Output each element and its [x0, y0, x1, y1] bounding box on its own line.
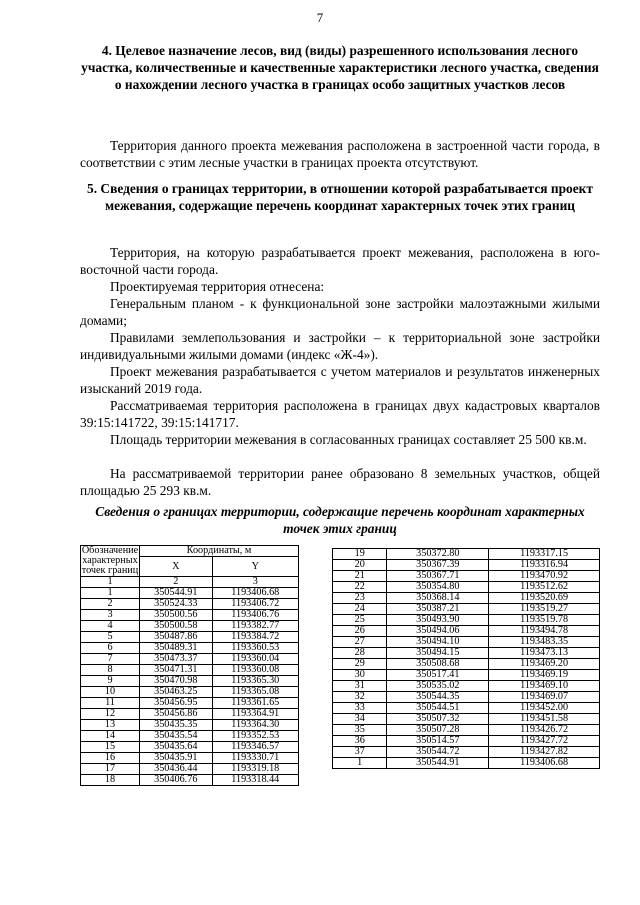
table-row: [81, 742, 299, 753]
table-row: [333, 549, 600, 560]
point-number: 25: [333, 615, 387, 626]
point-number: 2: [81, 599, 140, 610]
column-number-3: 3: [212, 577, 298, 588]
y-coordinate: 1193469.20: [489, 659, 600, 670]
point-number: 29: [333, 659, 387, 670]
y-coordinate: 1193519.27: [489, 604, 600, 615]
table-row: [333, 659, 600, 670]
table-row: [333, 615, 600, 626]
x-coordinate: 350494.06: [387, 626, 489, 637]
table-row: [81, 764, 299, 775]
table-row: [333, 571, 600, 582]
x-coordinate: 350544.91: [387, 758, 489, 769]
x-coordinate: 350500.58: [139, 621, 212, 632]
table-row: [333, 604, 600, 615]
point-number: 15: [81, 742, 140, 753]
x-coordinate: 350494.10: [387, 637, 489, 648]
x-coordinate: 350487.86: [139, 632, 212, 643]
table-row: [333, 626, 600, 637]
point-number: 23: [333, 593, 387, 604]
table-row: [81, 720, 299, 731]
point-number: 26: [333, 626, 387, 637]
x-coordinate: 350544.72: [387, 747, 489, 758]
point-number: 7: [81, 654, 140, 665]
x-coordinate: 350387.21: [387, 604, 489, 615]
point-number: 17: [81, 764, 140, 775]
point-number: 10: [81, 687, 140, 698]
x-coordinate: 350406.76: [139, 775, 212, 786]
y-coordinate: 1193469.07: [489, 692, 600, 703]
x-coordinate: 350489.31: [139, 643, 212, 654]
y-coordinate: 1193364.30: [212, 720, 298, 731]
table-row: [81, 698, 299, 709]
point-number: 8: [81, 665, 140, 676]
table-row: [333, 725, 600, 736]
paragraph-land-plots: На рассматриваемой территории ранее образовано 8 земельных участков, общей площадью 25 293 кв.м.: [80, 466, 600, 498]
paragraph-assigned: Проектируемая территория отнесена:: [110, 279, 325, 294]
x-coordinate: 350367.39: [387, 560, 489, 571]
point-number: 28: [333, 648, 387, 659]
x-coordinate: 350470.98: [139, 676, 212, 687]
point-number: 32: [333, 692, 387, 703]
table-row: [333, 670, 600, 681]
x-coordinate: 350435.64: [139, 742, 212, 753]
table-row: [81, 687, 299, 698]
y-coordinate: 1193360.04: [212, 654, 298, 665]
point-number: 24: [333, 604, 387, 615]
section-4-text: Территория данного проекта межевания расположена в застроенной части города, в соответствии с этим лесные участки в границах проекта отсутствуют.: [80, 138, 600, 170]
y-coordinate: 1193360.53: [212, 643, 298, 654]
table-row: [333, 736, 600, 747]
y-coordinate: 1193382.77: [212, 621, 298, 632]
x-coordinate: 350524.33: [139, 599, 212, 610]
table-row: [81, 621, 299, 632]
y-coordinate: 1193384.72: [212, 632, 298, 643]
y-coordinate: 1193319.18: [212, 764, 298, 775]
table-row: [333, 703, 600, 714]
y-coordinate: 1193346.57: [212, 742, 298, 753]
y-coordinate: 1193470.92: [489, 571, 600, 582]
y-coordinate: 1193494.78: [489, 626, 600, 637]
point-number: 18: [81, 775, 140, 786]
y-coordinate: 1193469.19: [489, 670, 600, 681]
header-x: X: [139, 557, 212, 577]
point-number: 22: [333, 582, 387, 593]
table-row: [333, 747, 600, 758]
point-number: 30: [333, 670, 387, 681]
table-row: [333, 758, 600, 769]
x-coordinate: 350354.80: [387, 582, 489, 593]
y-coordinate: 1193406.68: [212, 588, 298, 599]
x-coordinate: 350435.35: [139, 720, 212, 731]
table-row: [81, 643, 299, 654]
table-row: [333, 593, 600, 604]
table-row: [81, 599, 299, 610]
table-row: [81, 654, 299, 665]
x-coordinate: 350507.32: [387, 714, 489, 725]
y-coordinate: 1193406.72: [212, 599, 298, 610]
point-number: 13: [81, 720, 140, 731]
x-coordinate: 350435.54: [139, 731, 212, 742]
point-number: 9: [81, 676, 140, 687]
x-coordinate: 350494.15: [387, 648, 489, 659]
paragraph-surveys: Проект межевания разрабатывается с учетом материалов и результатов инженерных изысканий 2019 года.: [80, 364, 600, 396]
y-coordinate: 1193316.94: [489, 560, 600, 571]
y-coordinate: 1193469.10: [489, 681, 600, 692]
x-coordinate: 350367.71: [387, 571, 489, 582]
x-coordinate: 350544.91: [139, 588, 212, 599]
table-row: [81, 632, 299, 643]
y-coordinate: 1193512.62: [489, 582, 600, 593]
y-coordinate: 1193317.15: [489, 549, 600, 560]
point-number: 33: [333, 703, 387, 714]
y-coordinate: 1193451.58: [489, 714, 600, 725]
x-coordinate: 350456.86: [139, 709, 212, 720]
header-point-designation: Обозначение характерных точек границ: [81, 545, 139, 576]
table-row: [333, 637, 600, 648]
section-5-heading: 5. Сведения о границах территории, в отношении которой разрабатывается проект межевания, содержащие перечень координат характерных точек этих границ: [87, 181, 593, 213]
y-coordinate: 1193452.00: [489, 703, 600, 714]
point-number: 21: [333, 571, 387, 582]
section-4-heading: 4. Целевое назначение лесов, вид (виды) разрешенного использования лесного участка, количественные и качественные характеристики лесного участка, сведения о нахождении лесного участка в границах особо защитных участков лесов: [81, 43, 599, 92]
table-row: [333, 648, 600, 659]
column-number-2: 2: [139, 577, 212, 588]
y-coordinate: 1193360.08: [212, 665, 298, 676]
y-coordinate: 1193426.72: [489, 725, 600, 736]
x-coordinate: 350473.37: [139, 654, 212, 665]
y-coordinate: 1193427.82: [489, 747, 600, 758]
point-number: 34: [333, 714, 387, 725]
point-number: 31: [333, 681, 387, 692]
y-coordinate: 1193520.69: [489, 593, 600, 604]
paragraph-cadastral: Рассматриваемая территория расположена в границах двух кадастровых кварталов 39:15:141722, 39:15:141717.: [80, 398, 600, 430]
x-coordinate: 350507.28: [387, 725, 489, 736]
paragraph-location: Территория, на которую разрабатывается проект межевания, расположена в юго-восточной части города.: [80, 245, 600, 277]
paragraph-general-plan: Генеральным планом - к функциональной зоне застройки малоэтажными жилыми домами;: [80, 296, 600, 328]
table-row: [333, 582, 600, 593]
table-row: [81, 665, 299, 676]
y-coordinate: 1193473.13: [489, 648, 600, 659]
x-coordinate: 350463.25: [139, 687, 212, 698]
coordinates-table-right: [332, 548, 600, 769]
table-row: [81, 731, 299, 742]
column-number-1: 1: [81, 577, 140, 588]
table-row: [333, 681, 600, 692]
y-coordinate: 1193406.68: [489, 758, 600, 769]
point-number: 11: [81, 698, 140, 709]
x-coordinate: 350508.68: [387, 659, 489, 670]
y-coordinate: 1193318.44: [212, 775, 298, 786]
y-coordinate: 1193364.91: [212, 709, 298, 720]
table-row: [333, 560, 600, 571]
y-coordinate: 1193406.76: [212, 610, 298, 621]
x-coordinate: 350436.44: [139, 764, 212, 775]
x-coordinate: 350372.80: [387, 549, 489, 560]
point-number: 14: [81, 731, 140, 742]
table-row: [333, 714, 600, 725]
y-coordinate: 1193483.35: [489, 637, 600, 648]
y-coordinate: 1193519.78: [489, 615, 600, 626]
x-coordinate: 350368.14: [387, 593, 489, 604]
x-coordinate: 350493.90: [387, 615, 489, 626]
table-row: [333, 692, 600, 703]
point-number: 6: [81, 643, 140, 654]
point-number: 3: [81, 610, 140, 621]
y-coordinate: 1193352.53: [212, 731, 298, 742]
table-caption: Сведения о границах территории, содержащие перечень координат характерных точек этих границ: [95, 504, 585, 536]
paragraph-zoning-rules: Правилами землепользования и застройки – к территориальной зоне застройки индивидуальными жилыми домами (индекс «Ж-4»).: [80, 330, 600, 362]
y-coordinate: 1193330.71: [212, 753, 298, 764]
x-coordinate: 350544.51: [387, 703, 489, 714]
coordinates-table-left: [80, 545, 299, 786]
table-row: [81, 676, 299, 687]
header-y: Y: [212, 557, 298, 577]
point-number: 37: [333, 747, 387, 758]
table-row: [81, 775, 299, 786]
y-coordinate: 1193361.65: [212, 698, 298, 709]
page-number: 7: [316, 10, 324, 25]
point-number: 1: [333, 758, 387, 769]
table-row: [81, 610, 299, 621]
header-coordinates: Координаты, м: [139, 546, 298, 557]
point-number: 4: [81, 621, 140, 632]
table-row: [81, 753, 299, 764]
point-number: 12: [81, 709, 140, 720]
x-coordinate: 350514.57: [387, 736, 489, 747]
x-coordinate: 350471.31: [139, 665, 212, 676]
point-number: 5: [81, 632, 140, 643]
point-number: 27: [333, 637, 387, 648]
x-coordinate: 350535.02: [387, 681, 489, 692]
paragraph-area: Площадь территории межевания в согласованных границах составляет 25 500 кв.м.: [110, 432, 587, 447]
y-coordinate: 1193365.08: [212, 687, 298, 698]
x-coordinate: 350544.35: [387, 692, 489, 703]
point-number: 20: [333, 560, 387, 571]
point-number: 16: [81, 753, 140, 764]
point-number: 35: [333, 725, 387, 736]
x-coordinate: 350435.91: [139, 753, 212, 764]
point-number: 36: [333, 736, 387, 747]
y-coordinate: 1193427.72: [489, 736, 600, 747]
x-coordinate: 350456.95: [139, 698, 212, 709]
point-number: 1: [81, 588, 140, 599]
point-number: 19: [333, 549, 387, 560]
x-coordinate: 350517.41: [387, 670, 489, 681]
x-coordinate: 350500.56: [139, 610, 212, 621]
table-row: [81, 588, 299, 599]
y-coordinate: 1193365.30: [212, 676, 298, 687]
table-row: [81, 709, 299, 720]
